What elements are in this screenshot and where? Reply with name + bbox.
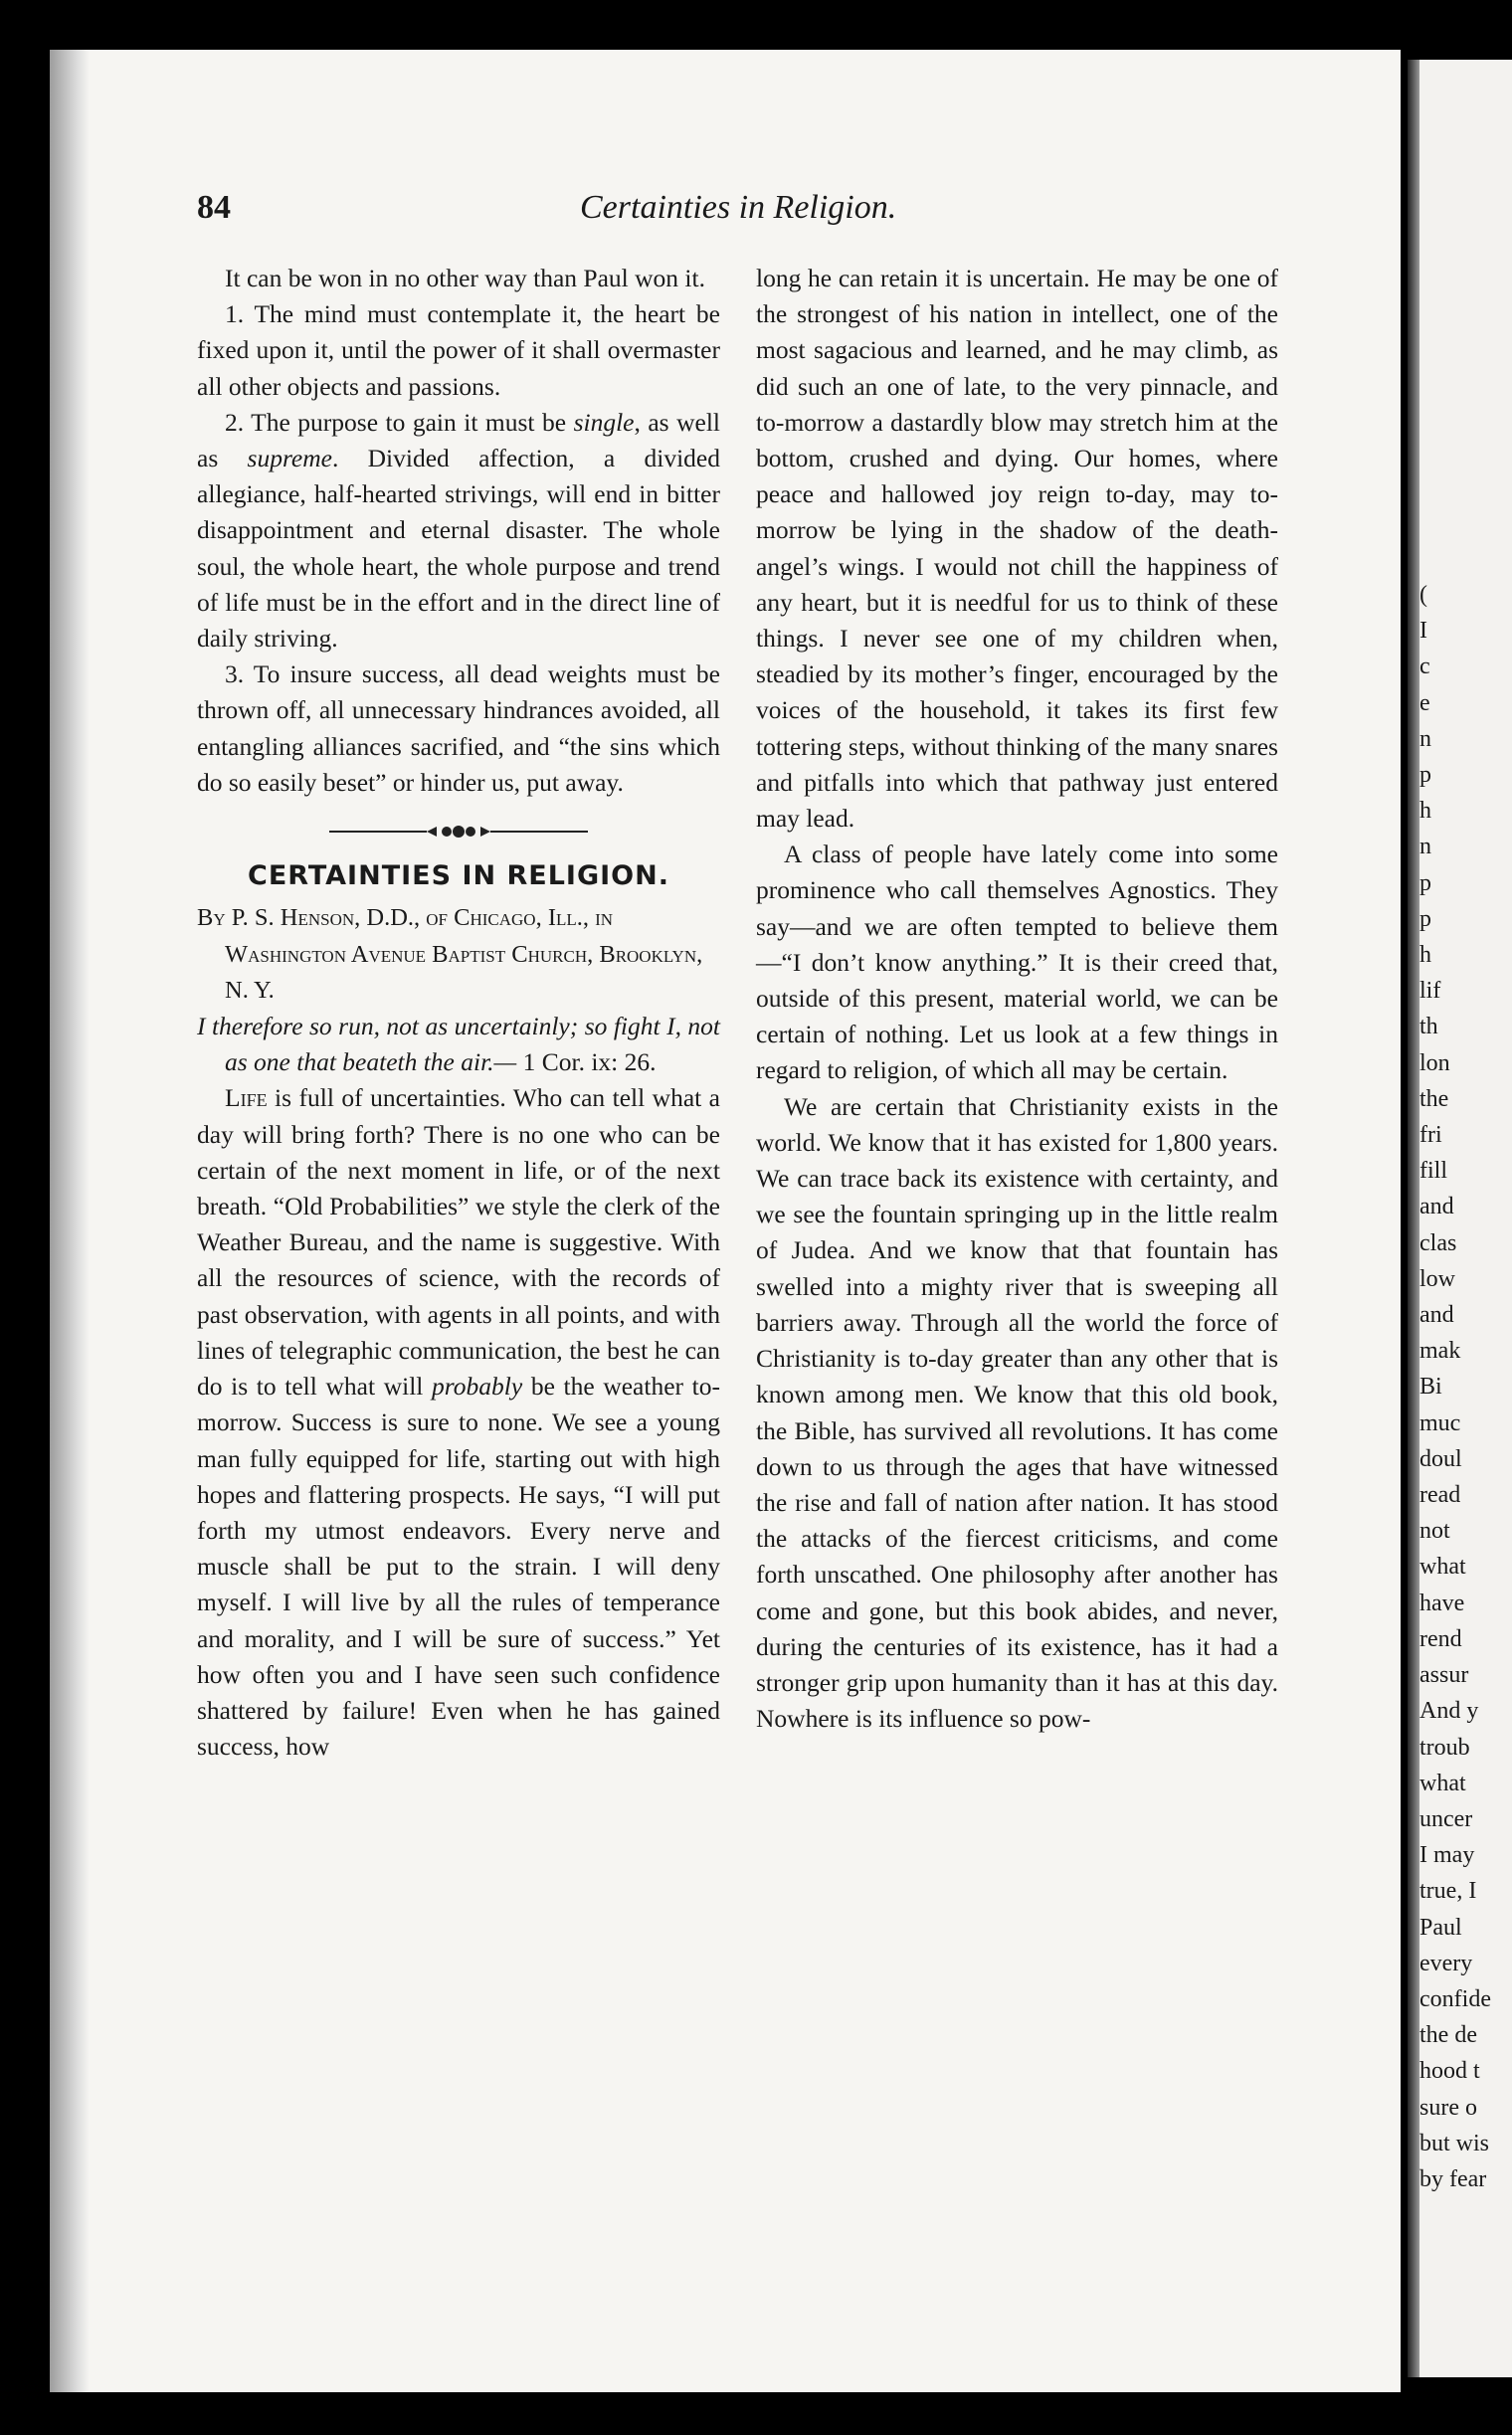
facing-page-edge [1408, 60, 1512, 2377]
facing-page-fragment: hood t [1419, 2058, 1480, 2085]
facing-page-fragment: I [1419, 618, 1427, 645]
facing-page-fragment: lon [1419, 1049, 1450, 1076]
text-run: is full of uncertainties. Who can tell what a day will bring forth? There is no one who can be certain of the next moment in life, or of the next breath. “Old Probabilities” we style the clerk of the Weather Bureau, and the name is suggestive. With all the resources of science, with the records of past observation, with agents in all points, and with lines of telegraphic communication, the best he can do is to tell what will [197, 1083, 720, 1402]
facing-page-fragment: sure o [1419, 2094, 1477, 2121]
facing-page-fragment: Bi [1419, 1374, 1442, 1401]
facing-page-fragment: but wis [1419, 2130, 1490, 2156]
paragraph: It can be won in no other way than Paul won it. [225, 264, 705, 292]
paragraph [197, 1080, 720, 1765]
facing-page-fragment: p [1419, 905, 1431, 932]
paragraph [197, 405, 720, 656]
paragraph: 1. The mind must contemplate it, the heart be fixed upon it, until the power of it shall overmaster all other objects and passions. [197, 299, 720, 401]
facing-page-fragment: every [1419, 1950, 1473, 1976]
facing-page-fragment: e [1419, 689, 1430, 716]
facing-page-fragment: I may [1419, 1842, 1475, 1869]
running-head [197, 189, 903, 239]
text-run: be the weather to-morrow. Success is sure to none. We see a young man fully equipped for life, starting out with high hopes and flattering prospects. He says, “I will put forth my utmost endeavors. Every nerve and muscle shall be put to the strain. I will deny myself. I will live by all the rules of temperance and morality, and I will be sure of success.” Yet how often you and I have seen such confidence shattered by failure! Even when he has gained success, how [197, 1372, 720, 1762]
facing-page-fragment: what [1419, 1554, 1466, 1581]
facing-page-fragment: muc [1419, 1409, 1461, 1436]
facing-page-fragment: and [1419, 1302, 1454, 1329]
facing-page-fragment: c [1419, 654, 1430, 680]
facing-page-fragment: ( [1419, 582, 1427, 608]
facing-page-fragment: mak [1419, 1338, 1461, 1365]
epigraph-text: I therefore so run, not as uncertainly; so fight I, not as one that beateth the air.— [197, 1012, 720, 1077]
epigraph-reference: 1 Cor. ix: 26. [522, 1047, 657, 1077]
left-column [197, 261, 720, 1765]
facing-page-fragment: low [1419, 1265, 1455, 1292]
facing-page-fragment: h [1419, 798, 1431, 825]
text-run: 2. The purpose to gain it must be [225, 407, 574, 437]
italic-term: probably [432, 1372, 523, 1402]
paragraph: long he can retain it is uncertain. He may be one of the strongest of his nation in intellect, one of the most sagacious and learned, and he may climb, as did such an one of late, to the very pinnacle, and to-morrow a dastardly blow may stretch him at the bottom, crushed and dying. Our homes, where peace and hallowed joy reign to-day, may to-morrow be lying in the shadow of the death-angel’s wings. I would not chill the happiness of any heart, but it is needful for us to think of these things. I never see one of my children when, steadied by its mother’s finger, encouraged by the voices of the household, it takes its first few tottering steps, without thinking of the many snares and pitfalls into which that pathway just entered may lead. [756, 264, 1278, 834]
facing-page-fragment: p [1419, 869, 1431, 896]
facing-page-fragment: lif [1419, 978, 1441, 1005]
byline: By P. S. Henson, D.D., of Chicago, Ill., in Washington Avenue Baptist Church, Brooklyn, N. Y. [197, 904, 703, 1004]
gutter-shadow [50, 50, 90, 2392]
facing-page-fragment: the [1419, 1085, 1449, 1112]
italic-term: supreme [247, 444, 332, 473]
italic-term: single [573, 407, 635, 437]
facing-page-fragment: assur [1419, 1662, 1469, 1689]
divider-ornament-icon [329, 823, 588, 841]
facing-page-shadow [1408, 60, 1419, 2377]
facing-page-fragment: th [1419, 1014, 1438, 1040]
facing-page-fragment: rend [1419, 1625, 1462, 1652]
facing-page-fragment: n [1419, 834, 1431, 860]
ornament-divider [197, 815, 720, 850]
right-column [756, 261, 1278, 1737]
sermon-title: CERTAINTIES IN RELIGION. [248, 860, 669, 892]
facing-page-fragment: and [1419, 1194, 1454, 1220]
paragraph: 3. To insure success, all dead weights must be thrown off, all unnecessary hindrances avoided, all entangling alliances sacrified, and “the sins which do so easily beset” or hinder us, put away. [197, 659, 720, 797]
epigraph [197, 1009, 720, 1080]
facing-page-fragment: n [1419, 725, 1431, 752]
facing-page-fragment: have [1419, 1590, 1465, 1616]
facing-page-fragment: And y [1419, 1698, 1479, 1725]
text-run: , as well as [197, 407, 720, 473]
lead-word: Life [225, 1083, 268, 1113]
facing-page-fragment: p [1419, 762, 1431, 789]
facing-page-fragment: fill [1419, 1158, 1447, 1185]
facing-page-fragment: by fear [1419, 2165, 1487, 2192]
facing-page-fragment: fri [1419, 1122, 1442, 1149]
facing-page-fragment: read [1419, 1482, 1461, 1509]
facing-page-fragment: clas [1419, 1229, 1457, 1256]
facing-page-fragment: uncer [1419, 1805, 1473, 1832]
facing-page-fragment: doul [1419, 1445, 1462, 1472]
facing-page-fragment: not [1419, 1518, 1450, 1545]
facing-page-fragment: true, I [1419, 1878, 1477, 1905]
paragraph: A class of people have lately come into some prominence who call themselves Agnostics. They say—and we are often tempted to believe them—“I don’t know anything.” It is their creed that, outside of this present, material world, we can be certain of nothing. Let us look at a few things in regard to religion, of which all may be certain. [756, 840, 1278, 1085]
facing-page-fragment: the de [1419, 2022, 1477, 2049]
paragraph: We are certain that Christianity exists in the world. We know that it has existed for 1,800 years. We can trace back its existence with certainty, and we see the fountain springing up in the little realm of Judea. And we know that that fountain has swelled into a mighty river that is sweeping all barriers away. Through all the world the force of Christianity is to-day greater than any other that is known among men. We know that this old book, the Bible, has survived all revolutions. It has come down to us through the ages that have witnessed the rise and fall of nation after nation. It has stood the attacks of the fiercest criticisms, and come forth unscathed. One philosophy after another has come and gone, but this book abides, and never, during the centuries of its existence, has it had a stronger grip upon humanity than it has at this day. Nowhere is its influence so pow- [756, 1091, 1278, 1734]
page-number: 84 [197, 189, 231, 226]
facing-page-fragment: what [1419, 1770, 1466, 1796]
facing-page-fragments [1419, 577, 1491, 2197]
facing-page-fragment: h [1419, 942, 1431, 969]
facing-page-fragment: Paul [1419, 1914, 1462, 1941]
facing-page-fragment: troub [1419, 1734, 1470, 1761]
facing-page-fragment: confide [1419, 1985, 1491, 2012]
running-title: Certainties in Religion. [580, 189, 897, 226]
text-run: . Divided affection, a divided allegiance, half-hearted strivings, will end in bitter disappointment and eternal disaster. The whole soul, the whole heart, the whole purpose and trend of life must be in the effort and in the direct line of daily striving. [197, 444, 720, 654]
